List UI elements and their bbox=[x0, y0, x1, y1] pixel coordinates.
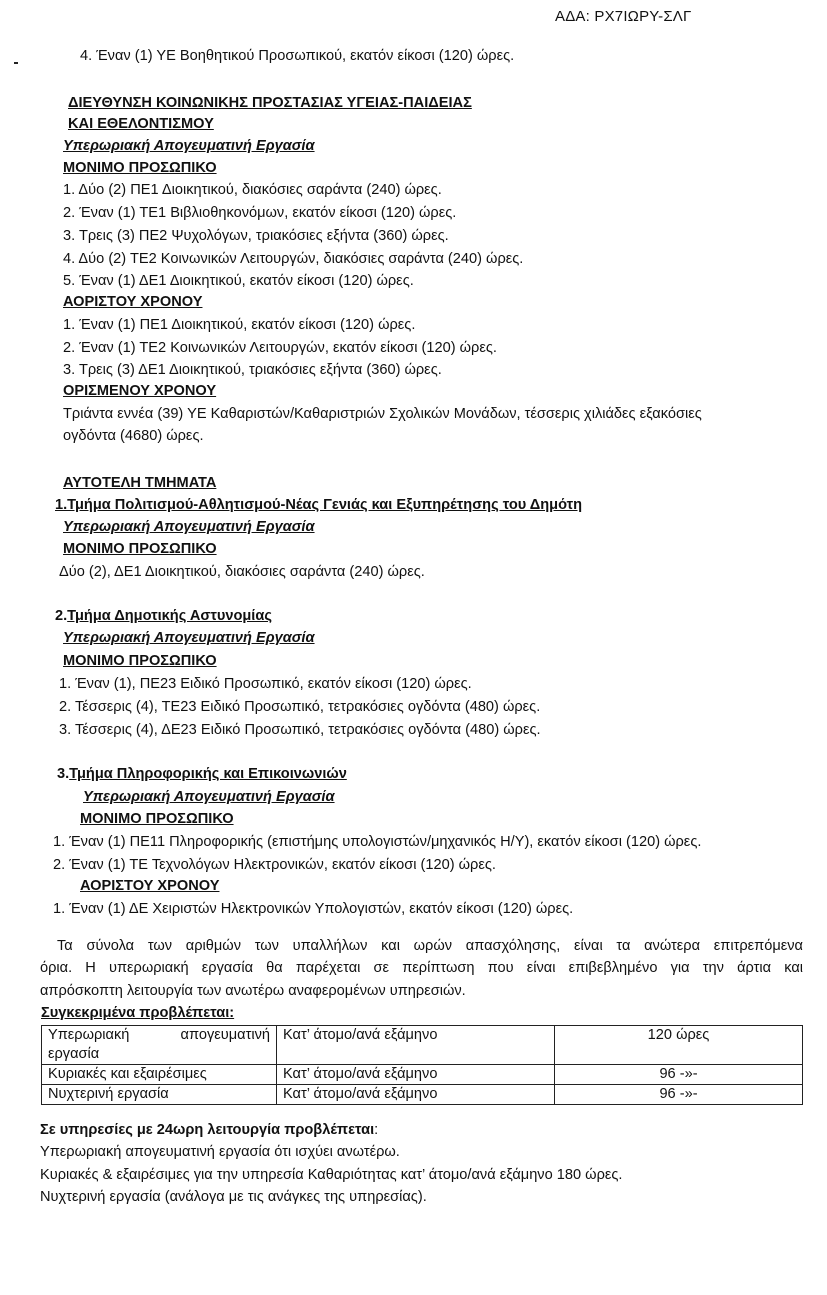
paragraph-line bbox=[40, 958, 803, 978]
list-item: 1. Έναν (1) ΔΕ Χειριστών Ηλεκτρονικών Υπολογιστών, εκατόν είκοσι (120) ώρες. bbox=[53, 901, 574, 917]
table-cell: Νυχτερινή εργασία bbox=[42, 1085, 277, 1105]
paragraph-text: όρια. Η υπερωριακή εργασία θα παρέχεται σε περίπτωση που είναι επιβεβλημένο για την άρτια και bbox=[40, 960, 803, 976]
table-cell: Κατ’ άτομο/ανά εξάμηνο bbox=[277, 1065, 555, 1085]
list-item: 1. Έναν (1) ΠΕ1 Διοικητικού, εκατόν είκοσι (120) ώρες. bbox=[63, 317, 416, 333]
ada-header: ΑΔΑ: ΡΧ7ΙΩΡΥ-ΣΛΓ bbox=[555, 8, 692, 25]
list-item: 3. Τρεις (3) ΔΕ1 Διοικητικού, τριακόσιες εξήντα (360) ώρες. bbox=[63, 362, 442, 378]
hours-table bbox=[41, 1025, 803, 1105]
list-item: 1. Έναν (1) ΠΕ11 Πληροφορικής (επιστήμης υπολογιστών/μηχανικός Η/Υ), εκατόν είκοσι (120) ώρες. bbox=[53, 834, 702, 850]
table-row bbox=[42, 1085, 803, 1105]
services24-line: Νυχτερινή εργασία (ανάλογα με τις ανάγκες της υπηρεσίας). bbox=[40, 1189, 427, 1205]
list-item: 2. Τέσσερις (4), ΤΕ23 Ειδικό Προσωπικό, τετρακόσιες ογδόντα (480) ώρες. bbox=[59, 699, 541, 715]
list-item: 2. Έναν (1) ΤΕ Τεχνολόγων Ηλεκτρονικών, εκατόν είκοσι (120) ώρες. bbox=[53, 857, 496, 873]
table-cell: Κατ’ άτομο/ανά εξάμηνο bbox=[277, 1085, 555, 1105]
cell-text: Υπερωριακή απογευματινή εργασία bbox=[48, 1027, 270, 1062]
services24-heading bbox=[40, 1120, 378, 1140]
list-item: 2. Έναν (1) ΤΕ2 Κοινωνικών Λειτουργών, εκατόν είκοσι (120) ώρες. bbox=[63, 340, 497, 356]
table-row bbox=[42, 1065, 803, 1085]
paragraph-line: απρόσκοπτη λειτουργία των ανωτέρω αναφερομένων υπηρεσιών. bbox=[40, 983, 466, 999]
paragraph-text: Τα σύνολα των αριθμών των υπαλλήλων και ωρών απασχόλησης, είναι τα ανώτερα επιτρεπόμενα bbox=[57, 938, 803, 954]
table-cell: 96 -»- bbox=[555, 1085, 803, 1105]
dept-title bbox=[55, 606, 272, 626]
dept-title-text: Τμήμα Δημοτικής Αστυνομίας bbox=[67, 608, 272, 624]
permanent-heading: ΜΟΝΙΜΟ ΠΡΟΣΩΠΙΚΟ bbox=[63, 653, 217, 669]
scan-mark bbox=[14, 62, 18, 64]
dept-subtitle: Υπερωριακή Απογευματινή Εργασία bbox=[63, 630, 315, 646]
table-cell: Κυριακές και εξαιρέσιμες bbox=[42, 1065, 277, 1085]
section-title-cont: ΚΑΙ ΕΘΕΛΟΝΤΙΣΜΟΥ bbox=[68, 116, 214, 132]
services24-line: Κυριακές & εξαιρέσιμες για την υπηρεσία Καθαριότητας κατ’ άτομο/ανά εξάμηνο 180 ώρες. bbox=[40, 1167, 623, 1183]
dept-number: 2. bbox=[55, 608, 68, 624]
section-title: ΑΥΤΟΤΕΛΗ ΤΜΗΜΑΤΑ bbox=[63, 475, 217, 491]
section-title: ΔΙΕΥΘΥΝΣΗ ΚΟΙΝΩΝΙΚΗΣ ΠΡΟΣΤΑΣΙΑΣ ΥΓΕΙΑΣ-ΠΑΙΔΕΙΑΣ bbox=[68, 95, 472, 111]
services24-line: Υπερωριακή απογευματινή εργασία ότι ισχύει ανωτέρω. bbox=[40, 1144, 400, 1160]
paragraph-line bbox=[57, 936, 803, 956]
list-item: 5. Έναν (1) ΔΕ1 Διοικητικού, εκατόν είκοσι (120) ώρες. bbox=[63, 273, 414, 289]
indefinite-heading: ΑΟΡΙΣΤΟΥ ΧΡΟΝΟΥ bbox=[63, 294, 203, 310]
list-item: 4. Έναν (1) ΥΕ Βοηθητικού Προσωπικού, εκατόν είκοσι (120) ώρες. bbox=[80, 48, 515, 64]
table-cell: 96 -»- bbox=[555, 1065, 803, 1085]
indefinite-heading: ΑΟΡΙΣΤΟΥ ΧΡΟΝΟΥ bbox=[80, 878, 220, 894]
fixed-text: Τριάντα εννέα (39) ΥΕ Καθαριστών/Καθαριστριών Σχολικών Μονάδων, τέσσερις χιλιάδες εξακόσιες bbox=[63, 406, 702, 422]
table-cell bbox=[42, 1026, 277, 1065]
dept-number: 3. bbox=[57, 766, 70, 782]
services24-colon: : bbox=[374, 1122, 379, 1138]
dept-title bbox=[57, 764, 347, 784]
fixed-heading: ΟΡΙΣΜΕΝΟΥ ΧΡΟΝΟΥ bbox=[63, 383, 217, 399]
section-subtitle: Υπερωριακή Απογευματινή Εργασία bbox=[63, 138, 315, 154]
dept-subtitle: Υπερωριακή Απογευματινή Εργασία bbox=[63, 519, 315, 535]
dept-text: Δύο (2), ΔΕ1 Διοικητικού, διακόσιες σαράντα (240) ώρες. bbox=[59, 564, 425, 580]
list-item: 1. Έναν (1), ΠΕ23 Ειδικό Προσωπικό, εκατόν είκοσι (120) ώρες. bbox=[59, 676, 472, 692]
fixed-text-cont: ογδόντα (4680) ώρες. bbox=[63, 428, 204, 444]
specifically-heading: Συγκεκριμένα προβλέπεται: bbox=[41, 1005, 235, 1021]
table-row bbox=[42, 1026, 803, 1065]
list-item: 2. Έναν (1) ΤΕ1 Βιβλιοθηκονόμων, εκατόν είκοσι (120) ώρες. bbox=[63, 205, 457, 221]
dept-title-text: Τμήμα Πληροφορικής και Επικοινωνιών bbox=[69, 766, 347, 782]
permanent-heading: ΜΟΝΙΜΟ ΠΡΟΣΩΠΙΚΟ bbox=[80, 811, 234, 827]
list-item: 4. Δύο (2) ΤΕ2 Κοινωνικών Λειτουργών, διακόσιες σαράντα (240) ώρες. bbox=[63, 251, 524, 267]
dept-title: 1.Τμήμα Πολιτισμού-Αθλητισμού-Νέας Γενιάς και Εξυπηρέτησης του Δημότη bbox=[55, 497, 583, 513]
list-item: 1. Δύο (2) ΠΕ1 Διοικητικού, διακόσιες σαράντα (240) ώρες. bbox=[63, 182, 442, 198]
list-item: 3. Τρεις (3) ΠΕ2 Ψυχολόγων, τριακόσιες εξήντα (360) ώρες. bbox=[63, 228, 449, 244]
services24-heading-text: Σε υπηρεσίες με 24ωρη λειτουργία προβλέπεται bbox=[40, 1122, 375, 1138]
permanent-heading: ΜΟΝΙΜΟ ΠΡΟΣΩΠΙΚΟ bbox=[63, 160, 217, 176]
list-item: 3. Τέσσερις (4), ΔΕ23 Ειδικό Προσωπικό, τετρακόσιες ογδόντα (480) ώρες. bbox=[59, 722, 541, 738]
dept-subtitle: Υπερωριακή Απογευματινή Εργασία bbox=[83, 789, 335, 805]
table-cell: 120 ώρες bbox=[555, 1026, 803, 1065]
permanent-heading: ΜΟΝΙΜΟ ΠΡΟΣΩΠΙΚΟ bbox=[63, 541, 217, 557]
table-cell: Κατ’ άτομο/ανά εξάμηνο bbox=[277, 1026, 555, 1065]
